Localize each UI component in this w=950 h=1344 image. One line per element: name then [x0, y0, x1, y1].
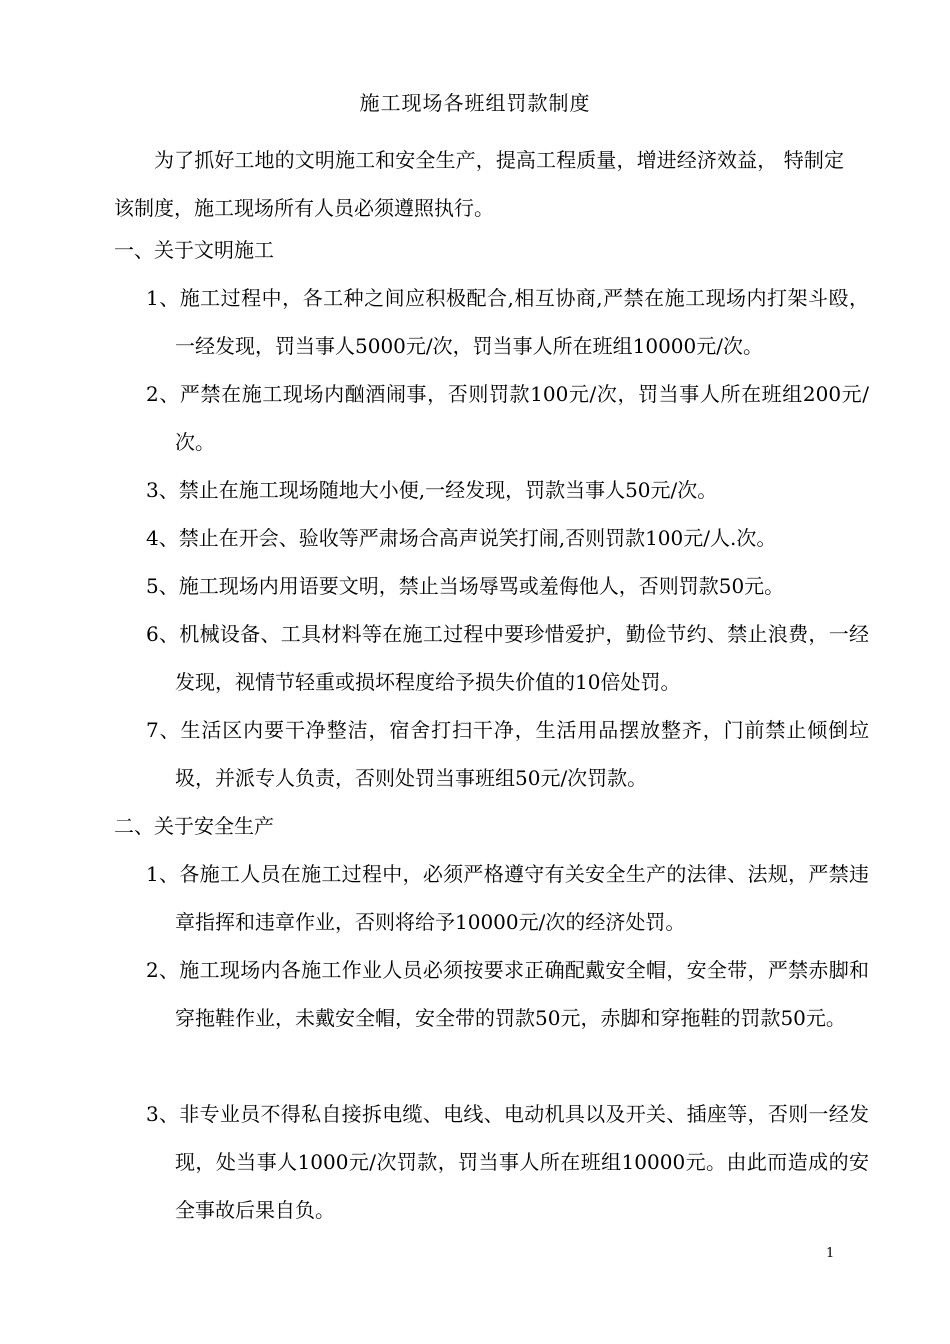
civilized-item-2: 2、严禁在施工现场内酗酒闹事，否则罚款100元/次，罚当事人所在班组200元/次。 [146, 382, 869, 454]
civilized-item-4: 4、禁止在开会、验收等严肃场合高声说笑打闹,否则罚款100元/人.次。 [146, 526, 777, 550]
civilized-item-5: 5、施工现场内用语要文明，禁止当场辱骂或羞侮他人，否则罚款50元。 [146, 574, 785, 598]
safety-item-2: 2、施工现场内各施工作业人员必须按要求正确配戴安全帽，安全带，严禁赤脚和穿拖鞋作业，未戴安全帽，安全带的罚款50元，赤脚和穿拖鞋的罚款50元。 [146, 958, 869, 1030]
safety-item-3: 3、非专业员不得私自接拆电缆、电线、电动机具以及开关、插座等，否则一经发现，处当事人1000元/次罚款，罚当事人所在班组10000元。由此而造成的安全事故后果自负。 [146, 1102, 869, 1222]
safety-item-1: 1、各施工人员在施工过程中，必须严格遵守有关安全生产的法律、法规，严禁违章指挥和违章作业，否则将给予10000元/次的经济处罚。 [146, 862, 869, 934]
section-heading-safety: 二、关于安全生产 [114, 814, 274, 838]
civilized-item-7: 7、生活区内要干净整洁，宿舍打扫干净，生活用品摆放整齐，门前禁止倾倒垃圾，并派专人负责，否则处罚当事班组50元/次罚款。 [146, 718, 869, 790]
document-title: 施工现场各班组罚款制度 [359, 91, 591, 115]
civilized-item-6: 6、机械设备、工具材料等在施工过程中要珍惜爱护，勤俭节约、禁止浪费，一经发现，视情节轻重或损坏程度给予损失价值的10倍处罚。 [146, 622, 869, 694]
section-heading-civilized: 一、关于文明施工 [114, 238, 274, 262]
intro-paragraph: 为了抓好工地的文明施工和安全生产，提高工程质量，增进经济效益， 特制定该制度，施工现场所有人员必须遵照执行。 [114, 148, 844, 220]
civilized-item-3: 3、禁止在施工现场随地大小便,一经发现，罚款当事人50元/次。 [146, 478, 718, 502]
page-number: 1 [826, 1246, 835, 1261]
civilized-item-1: 1、施工过程中，各工种之间应积极配合,相互协商,严禁在施工现场内打架斗殴，一经发现，罚当事人5000元/次，罚当事人所在班组10000元/次。 [146, 286, 869, 358]
